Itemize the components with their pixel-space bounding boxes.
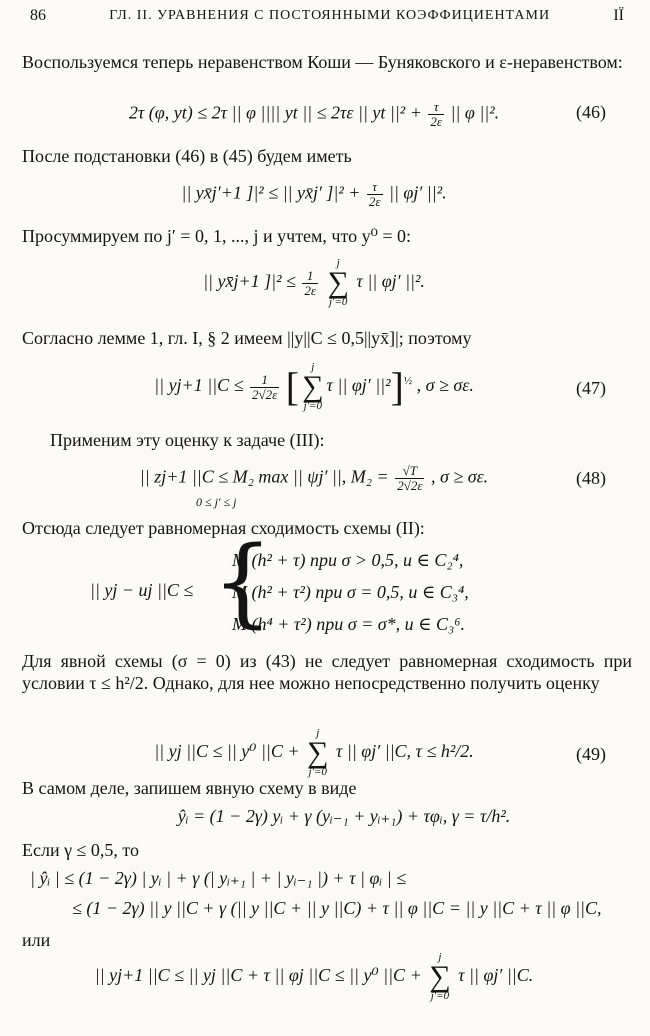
- eq-sum-sigma: j ∑ j′=0: [327, 257, 349, 308]
- eq47-fraction: $\frac{1}{2√2\varepsilon}$: [252, 371, 278, 402]
- equation-number-48: (48): [576, 468, 606, 488]
- paragraph-5: Применим эту оценку к задаче (III):: [50, 430, 325, 450]
- paragraph-6: Отсюда следует равномерная сходимость схемы (II):: [22, 518, 425, 538]
- eq49-right: τ || φj′ ||C, τ ≤ h²/2.: [335, 741, 474, 762]
- paragraph-2: После подстановки (46) в (45) будем иметь: [22, 146, 352, 166]
- equation-48: [0, 464, 628, 493]
- equation-49: [0, 728, 628, 778]
- inequality-line-2: ≤ (1 − 2γ) || y ||C + γ (|| y ||C + || y ||C) + τ || φ ||C = || y ||C + τ || φ ||C,: [72, 898, 602, 918]
- equation-number-46: (46): [576, 102, 606, 122]
- convergence-cases: [232, 544, 469, 640]
- eq48-condition: , σ ≥ σε.: [430, 466, 489, 487]
- equation-46: [0, 100, 628, 129]
- paragraph-1: Воспользуемся теперь неравенством Коши — Буняковского и ε-неравенством:: [22, 52, 623, 72]
- inequality-line-1: | ŷᵢ | ≤ (1 − 2γ) | yᵢ | + γ (| yᵢ₊₁ | + | yᵢ₋₁ |) + τ | φᵢ | ≤: [30, 868, 407, 888]
- paragraph-8: В самом деле, запишем явную схему в виде: [22, 778, 357, 798]
- paragraph-9: Если γ ≤ 0,5, то: [22, 840, 140, 860]
- equation-sum: [0, 258, 628, 308]
- eq48-fraction: $\frac{√T}{2√2\varepsilon}$: [397, 463, 423, 493]
- eq46-left: 2τ (φ, yt) ≤ 2τ || φ |||| yt || ≤ 2τε || yt ||² +: [128, 102, 422, 123]
- equation-number-49: (49): [576, 744, 606, 764]
- eq47-power: ½: [403, 375, 413, 388]
- eq49-left: || yj ||C ≤ || y⁰ ||C +: [154, 741, 300, 762]
- eq47-left: || yj+1 ||C ≤: [154, 375, 244, 396]
- case-1: M (h² + τ) при σ > 0,5, u ∈ C₂⁴,: [232, 550, 464, 570]
- paragraph-4: Согласно лемме 1, гл. I, § 2 имеем ||y||C ≤ 0,5||yx̄]|; поэтому: [22, 328, 472, 348]
- eq-sum-left: || yx̄j+1 ]|² ≤: [203, 271, 296, 292]
- explicit-scheme: ŷᵢ = (1 − 2γ) yᵢ + γ (yᵢ₋₁ + yᵢ₊₁) + τφᵢ, γ = τ/h².: [177, 806, 511, 826]
- eq-sub-left: || yx̄j′+1 ]|² ≤ || yx̄j′ ]|² +: [181, 182, 361, 203]
- eq-sub-right: || φj′ ||².: [389, 182, 447, 203]
- convergence-left: || yj − uj ||C ≤: [90, 580, 194, 600]
- eq47-condition: , σ ≥ σε.: [416, 375, 474, 396]
- paragraph-10: или: [22, 930, 51, 950]
- eq49-sigma: j ∑ j′=0: [307, 727, 329, 778]
- paragraph-3: Просуммируем по j′ = 0, 1, ..., j и учтем, что y⁰ = 0:: [22, 226, 411, 246]
- final-sigma: j ∑ j′=0: [429, 951, 451, 1002]
- eq48-max-subscript: 0 ≤ j′ ≤ j: [196, 495, 237, 509]
- equation-number-47: (47): [576, 378, 606, 398]
- final-left: || yj+1 ||C ≤ || yj ||C + τ || φj ||C ≤ || y⁰ ||C +: [94, 965, 422, 986]
- eq47-inner: τ || φj′ ||²: [326, 375, 391, 396]
- equation-47: [0, 362, 628, 412]
- running-header: [30, 2, 624, 30]
- header-mark: ІЇ: [613, 7, 624, 24]
- final-right: τ || φj′ ||C.: [458, 965, 534, 986]
- left-bracket: [: [285, 364, 300, 409]
- case-3: M (h⁴ + τ²) при σ = σ*, u ∈ C₃⁶.: [232, 614, 465, 634]
- eq46-fraction: $\frac{\tau}{2\varepsilon}$: [430, 99, 442, 129]
- eq47-sigma: j ∑ j′=0: [302, 361, 324, 412]
- eq-sum-fraction: $\frac{1}{2\varepsilon}$: [304, 267, 316, 298]
- equation-substitution: [0, 180, 628, 209]
- paragraph-7: Для явной схемы (σ = 0) из (43) не следует равномерная сходимость при условии τ ≤ h²/2. Однако, для нее можно непосредственно получить оценку: [22, 651, 632, 693]
- page-number: 86: [30, 7, 46, 24]
- final-estimate: [0, 952, 628, 1002]
- case-2: M (h² + τ²) при σ = 0,5, u ∈ C₃⁴,: [232, 582, 469, 602]
- chapter-title: ГЛ. II. УРАВНЕНИЯ С ПОСТОЯННЫМИ КОЭФФИЦИЕНТАМИ: [109, 8, 551, 23]
- right-bracket: ]: [390, 364, 404, 409]
- convergence-brace: {: [212, 526, 274, 638]
- eq-sub-fraction: $\frac{\tau}{2\varepsilon}$: [368, 179, 381, 209]
- eq48-left: || zj+1 ||C ≤ M₂ max || ψj′ ||, M₂ =: [139, 466, 389, 487]
- eq46-right: || φ ||².: [450, 102, 500, 123]
- eq-sum-right: τ || φj′ ||².: [356, 271, 425, 292]
